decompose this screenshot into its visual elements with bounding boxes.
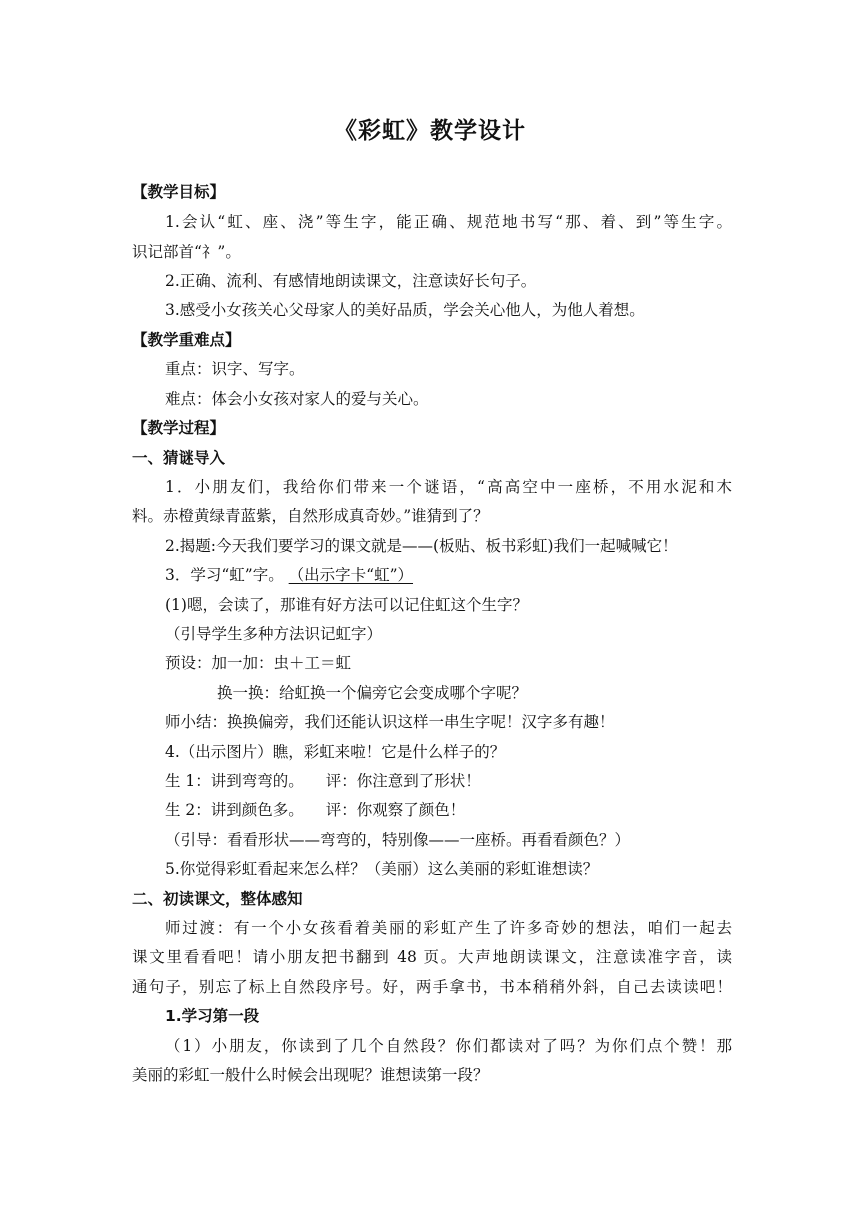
- key-points-heading: 【教学重难点】: [132, 331, 241, 349]
- para-3-underlined-note: （出示字卡“虹”）: [288, 566, 414, 584]
- section-1-para-2: 2.揭题:今天我们要学习的课文就是——(板贴、板书彩虹)我们一起喊喊它！: [165, 537, 678, 555]
- objective-1-line-2: 识记部首“礻”。: [132, 243, 241, 261]
- section-1-para-10: [165, 771, 765, 791]
- objective-2: 2.正确、流利、有感情地朗读课文，注意读好长句子。: [165, 272, 537, 290]
- section-1-para-7: 换一换：给虹换一个偏旁它会变成哪个字呢？: [217, 684, 528, 702]
- section-1-para-8: 师小结：换换偏旁，我们还能认识这样一串生字呢！汉字多有趣！: [165, 713, 615, 731]
- section-1-para-5: （引导学生多种方法识记虹字）: [165, 625, 383, 643]
- key-point-focus: 重点：识字、写字。: [165, 360, 305, 378]
- section-1-para-3: [165, 565, 765, 585]
- objective-1-line-1: 1.会认“虹、座、浇”等生字，能正确、规范地书写“那、着、到”等生字。: [165, 213, 732, 231]
- section-2-para-1-line-2: 课文里看看吧！请小朋友把书翻到 48 页。大声地朗读课文，注意读准字音，读: [132, 948, 732, 966]
- section-1-para-11: [165, 800, 765, 820]
- section-1-para-6: 预设：加一加：虫＋工＝虹: [165, 654, 352, 672]
- para-3-text: 3．学习“虹”字。: [165, 566, 284, 584]
- section-1-para-1-line-2: 料。赤橙黄绿青蓝紫，自然形成真奇妙。”谁猜到了？: [132, 507, 489, 525]
- section-2-subheading: 1.学习第一段: [165, 1007, 260, 1025]
- section-2-para-2-line-1: （1）小朋友，你读到了几个自然段？你们都读对了吗？为你们点个赞！那: [165, 1037, 732, 1055]
- teacher-comment-2: 评：你观察了颜色！: [325, 801, 466, 819]
- objectives-heading: 【教学目标】: [132, 183, 226, 201]
- section-1-heading: 一、猜谜导入: [132, 449, 226, 467]
- section-1-para-13: 5.你觉得彩虹看起来怎么样？（美丽）这么美丽的彩虹谁想读？: [165, 860, 599, 878]
- section-2-para-1-line-3: 通句子，别忘了标上自然段序号。好，两手拿书，书本稍稍外斜，自己去读读吧！: [132, 978, 732, 996]
- section-1-para-4: (1)嗯，会读了，那谁有好方法可以记住虹这个生字？: [165, 596, 528, 614]
- section-1-para-1-line-1: 1．小朋友们，我给你们带来一个谜语，“高高空中一座桥，不用水泥和木: [165, 478, 732, 496]
- objective-3: 3.感受小女孩关心父母家人的美好品质，学会关心他人，为他人着想。: [165, 301, 645, 319]
- section-2-para-2-line-2: 美丽的彩虹一般什么时候会出现呢？谁想读第一段？: [132, 1066, 489, 1084]
- document-title: 《彩虹》教学设计: [334, 118, 526, 144]
- section-1-para-12: （引导：看看形状——弯弯的，特别像——一座桥。再看看颜色？）: [165, 831, 631, 849]
- section-2-para-1-line-1: 师过渡：有一个小女孩看着美丽的彩虹产生了许多奇妙的想法，咱们一起去: [165, 919, 732, 937]
- teacher-comment-1: 评：你注意到了形状！: [325, 772, 481, 790]
- key-point-difficulty: 难点：体会小女孩对家人的爱与关心。: [165, 390, 429, 408]
- student-1-response: 生 1：讲到弯弯的。: [165, 772, 304, 790]
- process-heading: 【教学过程】: [132, 419, 226, 437]
- section-2-heading: 二、初读课文，整体感知: [132, 890, 303, 908]
- student-2-response: 生 2：讲到颜色多。: [165, 801, 304, 819]
- section-1-para-9: 4.（出示图片）瞧，彩虹来啦！它是什么样子的？: [165, 743, 506, 761]
